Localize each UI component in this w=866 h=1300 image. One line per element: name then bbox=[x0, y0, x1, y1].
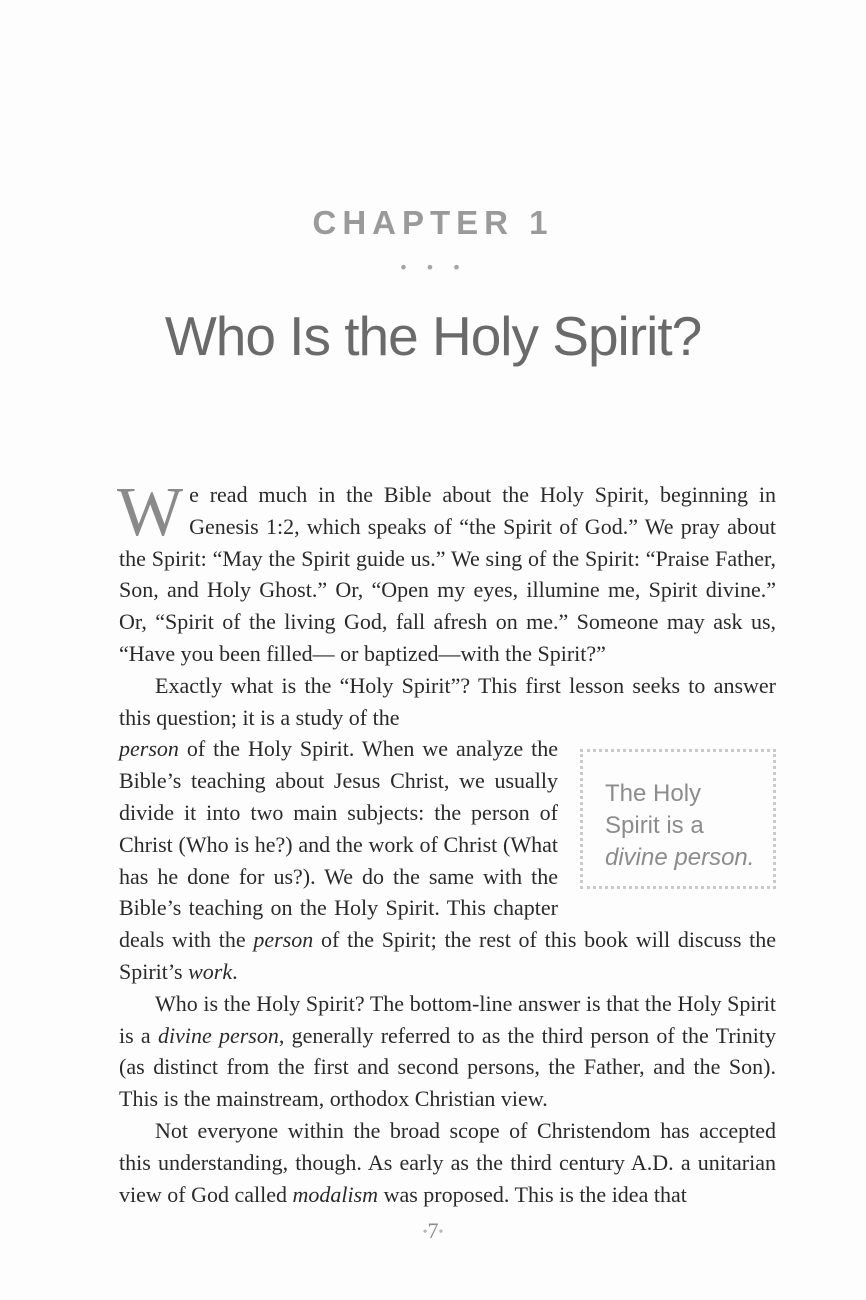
paragraph-3 bbox=[119, 988, 776, 1115]
paragraph-4-text-b: was proposed. This is the idea that bbox=[378, 1181, 687, 1207]
chapter-title: Who Is the Holy Spirit? bbox=[164, 305, 702, 367]
emphasis-work: work bbox=[188, 958, 233, 984]
paragraph-2-text-c: of the Spirit; the rest of this book will discuss the Spirit’s bbox=[119, 927, 776, 984]
paragraph-4-text-a: Not everyone within the broad scope of Christendom has accepted this understanding, though. As early as the third century A.D. a unitarian view of God called bbox=[119, 1117, 776, 1207]
paragraph-2-text-a: Exactly what is the “Holy Spirit”? This first lesson seeks to answer this question; it is a study of the bbox=[119, 672, 776, 730]
paragraph-3-text-a: Who is the Holy Spirit? The bottom-line answer is that the Holy Spirit is a bbox=[119, 990, 776, 1048]
paragraph-2 bbox=[119, 670, 776, 734]
pull-quote-line-1: The Holy Spirit is a bbox=[605, 780, 704, 840]
emphasis-person-1: person bbox=[119, 736, 179, 762]
emphasis-person-2: person bbox=[253, 927, 314, 953]
page-folio bbox=[0, 1218, 866, 1244]
paragraph-2-text-b: of the Holy Spirit. When we analyze the Bible’s teaching about Jesus Christ, we usually divide it into two main subjects: the person of Christ (Who is he?) and the work of Christ (What has he done for us?). We do the same with the Bible’s teaching on the Holy Spirit. This chapter deals with the bbox=[119, 736, 558, 953]
folio-dot-left: • bbox=[422, 1224, 428, 1240]
paragraph-1 bbox=[117, 474, 776, 670]
drop-cap: W bbox=[117, 474, 184, 551]
paragraph-2-text-d: . bbox=[232, 958, 238, 984]
paragraph-1-text: e read much in the Bible about the Holy Spirit, beginning in Genesis 1:2, which speaks of “the Spirit of God.” We pray about the Spirit: “May the Spirit guide us.” We sing of the Spirit: “Praise Father, Son, and Holy Ghost.” Or, “Open my eyes, illumine me, Spirit divine.” Or, “Spirit of the living God, fall afresh on me.” Someone may ask us, “Have you been filled— or baptized—with the Spirit?” bbox=[119, 482, 776, 666]
chapter-label: CHAPTER 1 bbox=[312, 204, 554, 241]
chapter-body bbox=[117, 474, 776, 1210]
pull-quote-box bbox=[580, 749, 776, 889]
folio-dot-right: • bbox=[438, 1224, 444, 1240]
pull-quote-line-2: divine person. bbox=[605, 844, 755, 872]
emphasis-divine-person: divine person bbox=[157, 1022, 279, 1048]
chapter-ornament: • • • bbox=[398, 258, 468, 277]
emphasis-modalism: modalism bbox=[292, 1181, 379, 1207]
paragraph-3-text-b: , generally referred to as the third person of the Trinity (as distinct from the first and second persons, the Father, and the Son). This is the mainstream, orthodox Christian view. bbox=[119, 1022, 776, 1112]
paragraph-4 bbox=[119, 1115, 776, 1210]
page-number: 7 bbox=[427, 1218, 439, 1243]
